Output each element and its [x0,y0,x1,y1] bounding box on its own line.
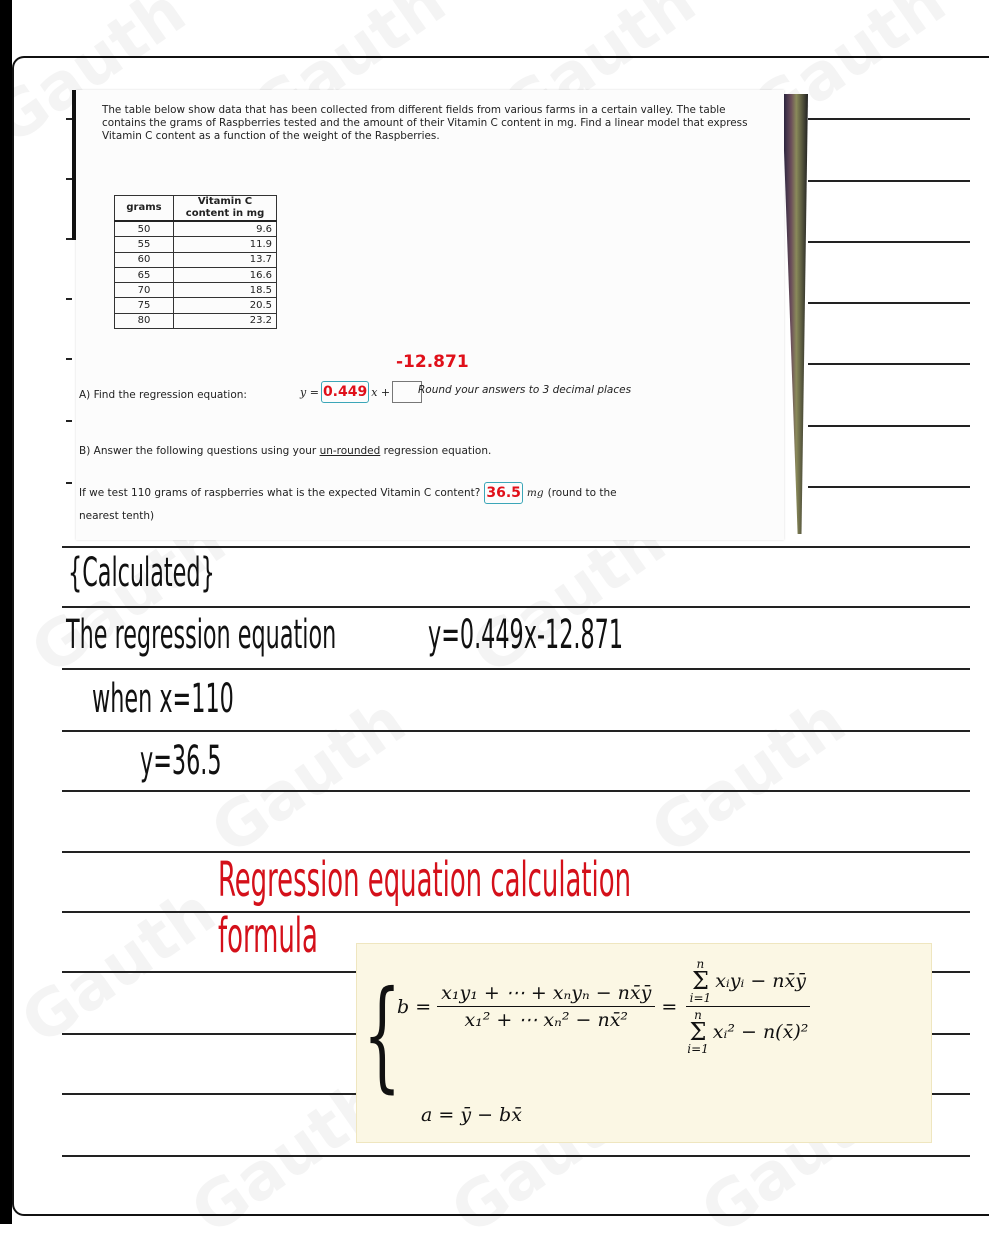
table-row [115,283,277,298]
cell-grams: 50 [115,221,174,237]
cell-vitamin-c: 9.6 [174,221,277,237]
unit-mg: mg [526,487,544,499]
part-b-underlined: un-rounded [319,445,381,457]
handwritten-regression-equation: y=0.449x-12.871 [428,612,624,658]
formula-b-row [397,958,818,1055]
eq-x-plus: x + [371,385,391,399]
round-suffix: (round to the [547,487,617,499]
problem-screenshot [76,90,784,540]
table-row [115,252,277,267]
sigma-icon: n Σ i=1 [689,957,712,1005]
ruled-line [808,363,970,365]
cell-vitamin-c: 13.7 [174,252,277,267]
problem-intro: The table below show data that has been collected from different fields from various farms in a certain valley. The table contains the grams of Raspberries tested and the amount of their Vitamin C content in mg. Find a linear model that express Vitamin C content as a function of the weight of the Raspberries. [102,104,748,142]
ruled-line [808,425,970,427]
table-row [115,221,277,237]
ruled-line [62,1093,356,1095]
cell-vitamin-c: 11.9 [174,237,277,252]
formula-b-fraction-2 [683,958,812,1055]
table-header-vitamin-c: Vitamin C content in mg [174,196,277,222]
formula-sum-numerator [686,958,810,1007]
table-row [115,298,277,313]
cell-grams: 80 [115,313,174,328]
table-header-grams: grams [115,196,174,222]
handwritten-when-x: when x=110 [92,676,234,722]
cell-grams: 75 [115,298,174,313]
data-table [114,195,277,329]
cell-vitamin-c: 23.2 [174,313,277,328]
formula-b-numerator: x₁y₁ + ⋯ + xₙyₙ − nx̄ȳ [437,982,655,1007]
ruled-line [932,1093,970,1095]
cell-grams: 55 [115,237,174,252]
formula-equals: = [661,995,678,1018]
ruled-line [62,971,356,973]
brace-icon: { [363,966,402,1105]
formula-sum-denominator [683,1007,812,1055]
ruled-line [808,180,970,182]
formula-sum-num-text: xᵢyᵢ − nx̄ȳ [715,970,806,992]
cell-vitamin-c: 16.6 [174,267,277,282]
ruled-line [932,971,970,973]
ruled-line [62,546,970,548]
eq-prefix: y = [300,385,319,399]
ruled-line [808,118,970,120]
ruled-line [66,358,72,360]
ruled-line [62,1155,970,1157]
cell-grams: 60 [115,252,174,267]
ruled-line [66,420,72,422]
intercept-handwritten: -12.871 [396,352,469,372]
handwritten-calculated: {Calculated} [68,550,215,596]
ruled-line [62,790,970,792]
rounding-note: Round your answers to 3 decimal places [418,384,632,396]
sigma-icon: n Σ i=1 [687,1008,709,1056]
ruled-line [62,668,970,670]
handwritten-regression-label: The regression equation [66,612,337,658]
part-b-question-row [79,482,617,504]
part-b-question: If we test 110 grams of raspberries what is the expected Vitamin C content? [79,487,481,499]
table-row [115,267,277,282]
cell-grams: 70 [115,283,174,298]
ruled-line [62,606,970,608]
formula-b-lhs: b = [397,995,432,1018]
cell-vitamin-c: 18.5 [174,283,277,298]
screen-edge [72,90,76,240]
formula-b-fraction-1 [437,982,655,1031]
slope-answer-box[interactable]: 0.449 [321,381,369,403]
formula-b-denominator: x₁² + ⋯ xₙ² − nx̄² [464,1009,629,1031]
handwritten-y-result: y=36.5 [140,738,222,784]
ruled-line [808,486,970,488]
part-b-text: regression equation. [380,445,492,457]
part-a-label: A) Find the regression equation: [79,389,247,401]
formula-a-row: a = ȳ − bx̄ [421,1104,522,1126]
ruled-line [62,730,970,732]
regression-equation-inputs [300,381,422,403]
ruled-line [66,298,72,300]
ruled-line [62,1033,356,1035]
cell-grams: 65 [115,267,174,282]
regression-formula-box [356,943,932,1143]
formula-sum-den-text: xᵢ² − n(x̄)² [712,1021,809,1043]
cell-vitamin-c: 20.5 [174,298,277,313]
ruled-line [66,482,72,484]
part-b-text: B) Answer the following questions using your [79,445,320,457]
ruled-line [808,302,970,304]
handwritten-formula-heading: Regression equation calculation formula [218,852,632,964]
table-row [115,237,277,252]
round-suffix-2: nearest tenth) [79,510,155,522]
table-row [115,313,277,328]
part-b-label [79,445,491,457]
ruled-line [808,241,970,243]
ruled-line [932,1033,970,1035]
left-black-edge [0,0,12,1224]
vitamin-c-answer-box[interactable]: 36.5 [484,482,523,504]
